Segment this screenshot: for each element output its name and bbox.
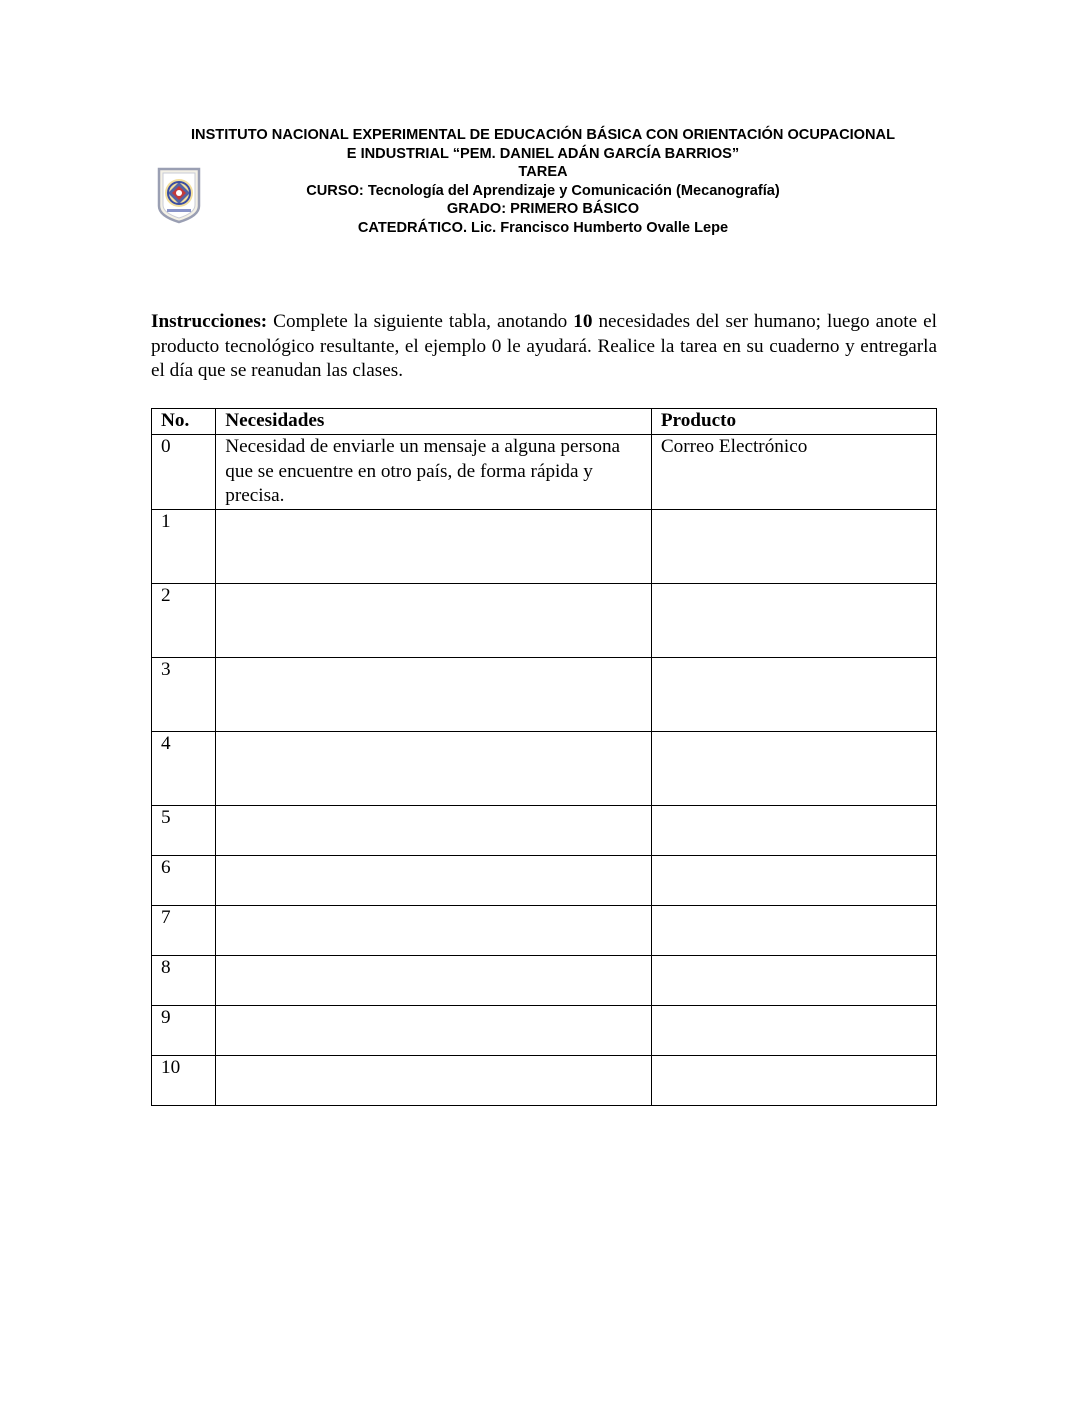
row-number: 9 [152,1006,216,1056]
need-cell[interactable] [216,856,652,906]
need-cell[interactable] [216,732,652,806]
product-cell[interactable] [651,1056,936,1106]
row-number: 4 [152,732,216,806]
table-row-example [152,435,937,510]
grade-line: GRADO: PRIMERO BÁSICO [446,201,640,217]
need-cell[interactable] [216,906,652,956]
table-row [152,956,937,1006]
need-cell[interactable] [216,806,652,856]
need-cell[interactable] [216,658,652,732]
institution-name-continued: E INDUSTRIAL “PEM. DANIEL ADÁN GARCÍA BARRIOS” [346,145,740,162]
instructions-text-2: necesidades del ser humano; luego anote el producto tecnológico resultante, el ejemplo 0 le ayudará. Realice la tarea en su cuaderno y entregarla el día que se reanudan las clases. [151,311,937,381]
need-cell[interactable] [216,1006,652,1056]
instructions-text-1: Complete la siguiente tabla, anotando [267,311,574,332]
document-header [140,126,946,237]
instructions-lead: Instrucciones: [151,311,268,332]
institution-name: INSTITUTO NACIONAL EXPERIMENTAL DE EDUCACIÓN BÁSICA CON ORIENTACIÓN OCUPACIONAL [190,127,896,143]
product-cell[interactable] [651,658,936,732]
need-cell[interactable] [216,584,652,658]
instructions-paragraph [151,310,937,384]
header-needs: Necesidades [216,409,652,435]
table-row [152,806,937,856]
table-row [152,1006,937,1056]
row-number: 2 [152,584,216,658]
header-product: Producto [651,409,936,435]
example-need: Necesidad de enviarle un mensaje a alguna persona que se encuentre en otro país, de forma rápida y precisa. [216,435,652,510]
product-cell[interactable] [651,510,936,584]
school-crest-icon [156,166,202,224]
table-row [152,584,937,658]
product-cell[interactable] [651,906,936,956]
table-header-row [152,409,937,435]
course-line: CURSO: Tecnología del Aprendizaje y Comunicación (Mecanografía) [306,182,780,199]
row-number: 1 [152,510,216,584]
row-number: 5 [152,806,216,856]
table-row [152,906,937,956]
table-row [152,856,937,906]
product-cell[interactable] [651,956,936,1006]
product-cell[interactable] [651,584,936,658]
row-number: 8 [152,956,216,1006]
product-cell[interactable] [651,856,936,906]
needs-table [151,408,937,1106]
row-number: 0 [152,435,216,510]
example-product: Correo Electrónico [651,435,936,510]
need-cell[interactable] [216,956,652,1006]
product-cell[interactable] [651,732,936,806]
table-row [152,658,937,732]
product-cell[interactable] [651,806,936,856]
row-number: 7 [152,906,216,956]
instructions-number: 10 [573,311,593,332]
row-number: 6 [152,856,216,906]
table-row [152,510,937,584]
product-cell[interactable] [651,1006,936,1056]
assignment-label: TAREA [518,164,568,180]
table-row [152,732,937,806]
header-no: No. [152,409,216,435]
table-row [152,1056,937,1106]
need-cell[interactable] [216,1056,652,1106]
row-number: 10 [152,1056,216,1106]
need-cell[interactable] [216,510,652,584]
row-number: 3 [152,658,216,732]
teacher-line: CATEDRÁTICO. Lic. Francisco Humberto Ovalle Lepe [357,219,729,236]
